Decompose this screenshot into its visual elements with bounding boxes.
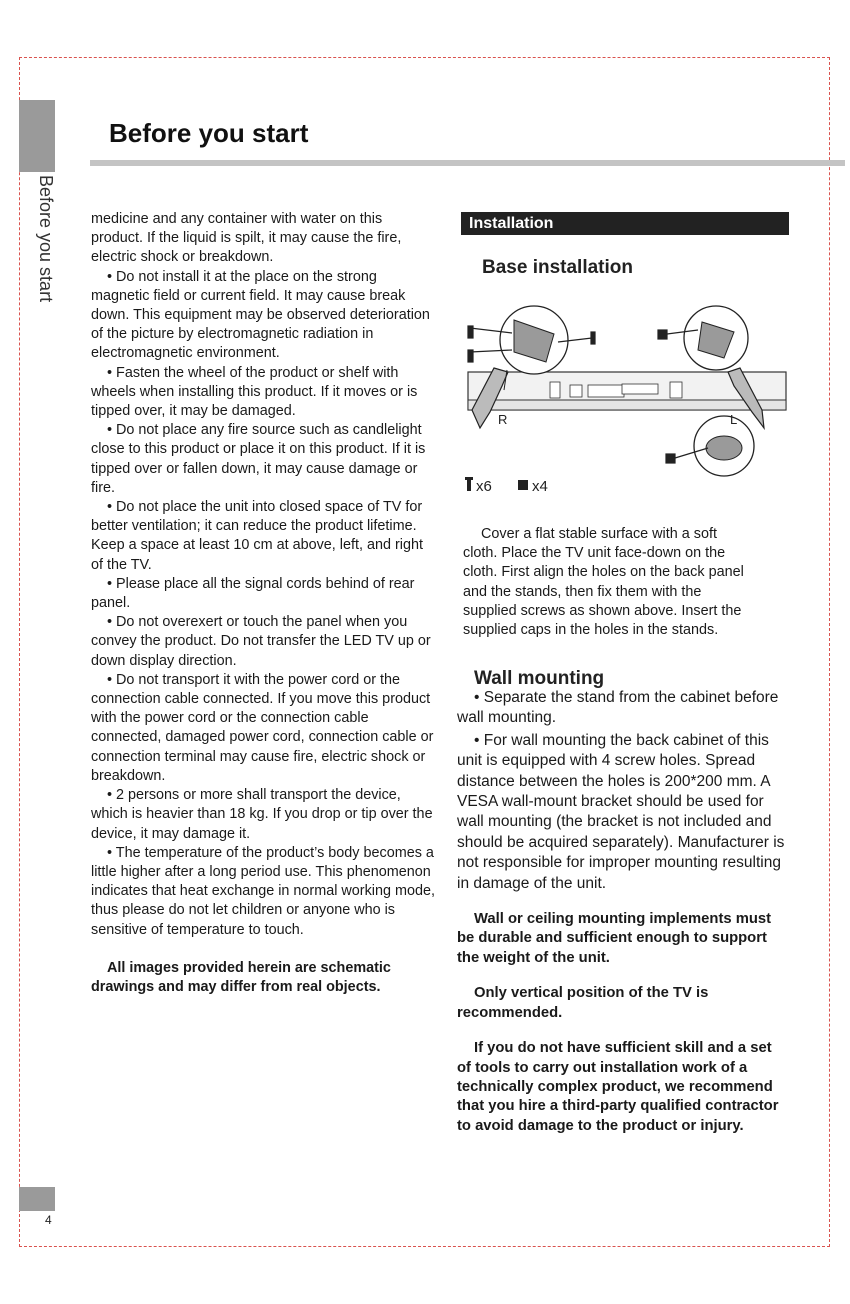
base-installation-diagram	[462, 300, 792, 500]
wall-mounting-section	[457, 688, 787, 1136]
stand-label-l: L	[730, 412, 738, 427]
safety-bullet: • The temperature of the product’s body becomes a little higher after a long period use. This phenomenon indicates that heat exchange in normal working mode, thus please do not let children or anyone who is sensitive of temperature to touch.	[91, 844, 435, 938]
instruction-line: cloth. Place the TV unit face-down on the	[463, 545, 726, 562]
instruction-line: cloth. First align the holes on the back panel	[463, 564, 744, 581]
safety-bullet: • Do not transport it with the power cord or the connection cable connected. If you move this product with the power cord or the connection cable connected, damaged power cord, connection cable or connection terminal may cause fire, electric shock or breakdown.	[91, 671, 434, 784]
wall-bullet: • Separate the stand from the cabinet before wall mounting.	[457, 689, 779, 727]
wall-bold-note: Only vertical position of the TV is recommended.	[457, 985, 709, 1021]
side-tab	[19, 100, 55, 172]
wall-mounting-heading: Wall mounting	[474, 668, 605, 689]
safety-bullet: • Fasten the wheel of the product or shelf with wheels when installing this product. If it moves or is tipped over, it may be damaged.	[91, 364, 418, 420]
wall-bold-note: If you do not have sufficient skill and a set of tools to carry out installation work of a technically complex product, we recommend that you hire a third-party qualified contractor to avoid damage to the product or injury.	[457, 1040, 779, 1134]
stand-label-r: R	[498, 412, 508, 427]
instruction-line: supplied caps in the holes in the stands.	[463, 622, 719, 639]
screw-count: x6	[476, 478, 492, 495]
cap-count: x4	[532, 478, 548, 495]
title-divider	[90, 160, 845, 166]
installation-section-bar: Installation	[461, 212, 789, 235]
schematic-note: All images provided herein are schematic drawings and may differ from real objects.	[91, 959, 391, 995]
instruction-line: Cover a flat stable surface with a soft	[481, 526, 717, 542]
safety-bullet: • Do not place any fire source such as candlelight close to this product or place it on this product. If it is tipped over or fallen down, it may cause damage or fire.	[91, 422, 426, 496]
base-installation-heading: Base installation	[482, 257, 633, 278]
cap-icon	[518, 480, 528, 490]
base-installation-instructions	[463, 525, 793, 640]
page-number: 4	[45, 1213, 52, 1227]
instruction-line: and the stands, then fix them with the	[463, 583, 702, 600]
wall-bullet: • For wall mounting the back cabinet of this unit is equipped with 4 screw holes. Spread distance between the holes is 200*200 mm. A VESA wall-mount bracket should be used for wall mounting (the bracket is not included and should be acquired separately). Manufacturer is not responsible for improper mounting resulting in damage of the unit.	[457, 731, 785, 892]
page-title: Before you start	[109, 118, 309, 148]
safety-bullet: • Do not overexert or touch the panel when you convey the product. Do not transfer the LED TV up or down display direction.	[91, 614, 431, 669]
instruction-line: supplied screws as shown above. Insert the	[463, 602, 742, 619]
safety-paragraph: medicine and any container with water on this product. If the liquid is spilt, it may cause the fire, electric shock or breakdown.	[91, 211, 402, 266]
left-column	[91, 210, 436, 997]
safety-bullet: • 2 persons or more shall transport the device, which is heavier than 18 kg. If you drop or tip over the device, it may damage it.	[91, 787, 433, 842]
safety-bullet: • Do not place the unit into closed space of TV for better ventilation; it can reduce the product lifetime. Keep a space at least 10 cm at above, left, and right of the TV.	[91, 499, 423, 573]
wall-bold-note: Wall or ceiling mounting implements must be durable and sufficient enough to support the weight of the unit.	[457, 911, 772, 966]
safety-bullet: • Do not install it at the place on the strong magnetic field or current field. It may cause break down. This equipment may be observed deterioration of the picture by electromagnetic radiation in electromagnetic environment.	[91, 268, 430, 362]
side-section-label: Before you start	[36, 175, 56, 303]
footer-tab	[19, 1187, 55, 1211]
safety-bullet: • Please place all the signal cords behind of rear panel.	[91, 575, 415, 612]
